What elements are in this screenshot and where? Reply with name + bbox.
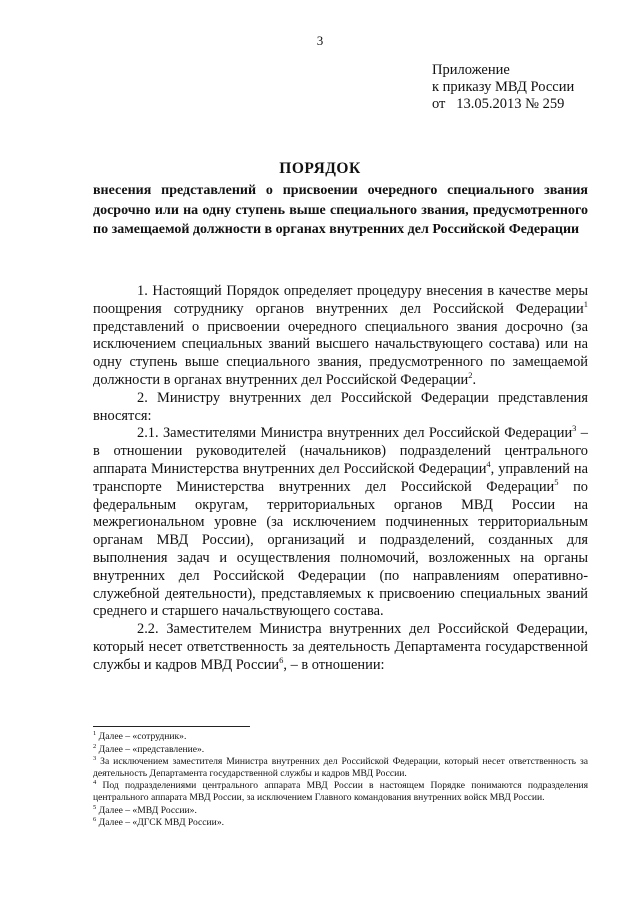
- footnote-1: [93, 731, 588, 743]
- footnote-divider: [93, 726, 250, 727]
- footnote-number: 6: [93, 816, 97, 824]
- footnote-6: [93, 817, 588, 829]
- footnote-text: За исключением заместителя Министра внутренних дел Российской Федерации, который несет ответственность за деятельность Департамента государственной службы и кадров МВД России.: [93, 756, 588, 779]
- paragraph-text: , – в отношении:: [283, 656, 385, 673]
- footnote-ref: 2: [468, 369, 473, 380]
- page-number: 3: [316, 33, 324, 48]
- footnotes: [93, 731, 588, 830]
- footnote-text: Далее – «МВД России».: [96, 804, 197, 816]
- footnote-text: Под подразделениями центрального аппарата МВД России в настоящем Порядке понимаются подразделения центрального аппарата МВД России, за исключением Главного командования внутренних войск МВД России.: [93, 780, 588, 803]
- paragraph-2-1: [93, 425, 588, 621]
- paragraph-2-2: [93, 621, 588, 674]
- paragraph-1: [93, 283, 588, 390]
- footnote-text: Далее – «сотрудник».: [96, 731, 187, 742]
- footnote-text: Далее – «ДГСК МВД России».: [96, 817, 225, 829]
- footnote-ref: 4: [486, 458, 491, 469]
- footnote-ref: 6: [279, 654, 284, 665]
- document-body: [93, 283, 588, 675]
- footnote-3: [93, 756, 588, 779]
- footnote-text: Далее – «представление».: [96, 743, 205, 755]
- paragraph-2: 2. Министру внутренних дел Российской Федерации представления вносятся:: [93, 389, 588, 424]
- footnote-ref: 3: [572, 423, 577, 434]
- paragraph-text: представлений о присвоении очередного специального звания досрочно (за исключением специальных званий высшего начальствующего состава) или на одну ступень выше специального звания, предусмотренного по замещаемой должности в органах внутренних дел Российской Федерации: [93, 318, 588, 388]
- footnote-ref: 5: [554, 476, 559, 487]
- paragraph-text: по федеральным округам, территориальных органов МВД России на межрегиональном уровне (за исключением подчиненных территориальным органам МВД России), организаций и подразделений, созданных для выполнения задач и осуществления полномочий, возложенных на органы внутренних дел Российской Федерации (по направлениям оперативно-служебной деятельности), представляемых к присвоению специальных званий среднего и старшего начальствующего состава.: [93, 478, 588, 620]
- footnote-2: [93, 744, 588, 756]
- footnote-number: 2: [93, 742, 97, 750]
- paragraph-text: 1. Настоящий Порядок определяет процедуру внесения в качестве меры поощрения сотруднику органов внутренних дел Российской Федерации: [93, 283, 588, 317]
- paragraph-text: 2.2. Заместителем Министра внутренних дел Российской Федерации, который несет ответственность за деятельность Департамента государственной службы и кадров МВД России: [93, 621, 588, 673]
- annex-line-1: Приложение: [432, 62, 510, 78]
- annex-line-3: от 13.05.2013 № 259: [432, 96, 565, 112]
- annex-line-2: к приказу МВД России: [432, 79, 575, 95]
- footnote-5: [93, 805, 588, 817]
- paragraph-text: .: [472, 371, 477, 388]
- paragraph-text: – в отношении руководителей (начальников) подразделений центрального аппарата Министерства внутренних дел Российской Федерации: [93, 425, 588, 477]
- footnote-ref: 1: [583, 298, 588, 309]
- paragraph-text: , управлений на транспорте Министерства внутренних дел Российской Федерации: [93, 460, 588, 495]
- footnote-4: [93, 780, 588, 803]
- footnote-number: 1: [93, 730, 97, 737]
- footnote-number: 5: [93, 803, 97, 811]
- annex-block: [432, 62, 574, 113]
- document-subtitle: внесения представлений о присвоении очередного специального звания досрочно или на одну ступень выше специального звания, предусмотренного по замещаемой должности в органах внутренних дел Российской Федерации: [93, 183, 588, 237]
- footnote-number: 4: [93, 779, 97, 787]
- document-title: ПОРЯДОК: [279, 160, 361, 177]
- paragraph-text: 2.1. Заместителями Министра внутренних дел Российской Федерации: [137, 425, 573, 442]
- footnote-number: 3: [93, 755, 97, 763]
